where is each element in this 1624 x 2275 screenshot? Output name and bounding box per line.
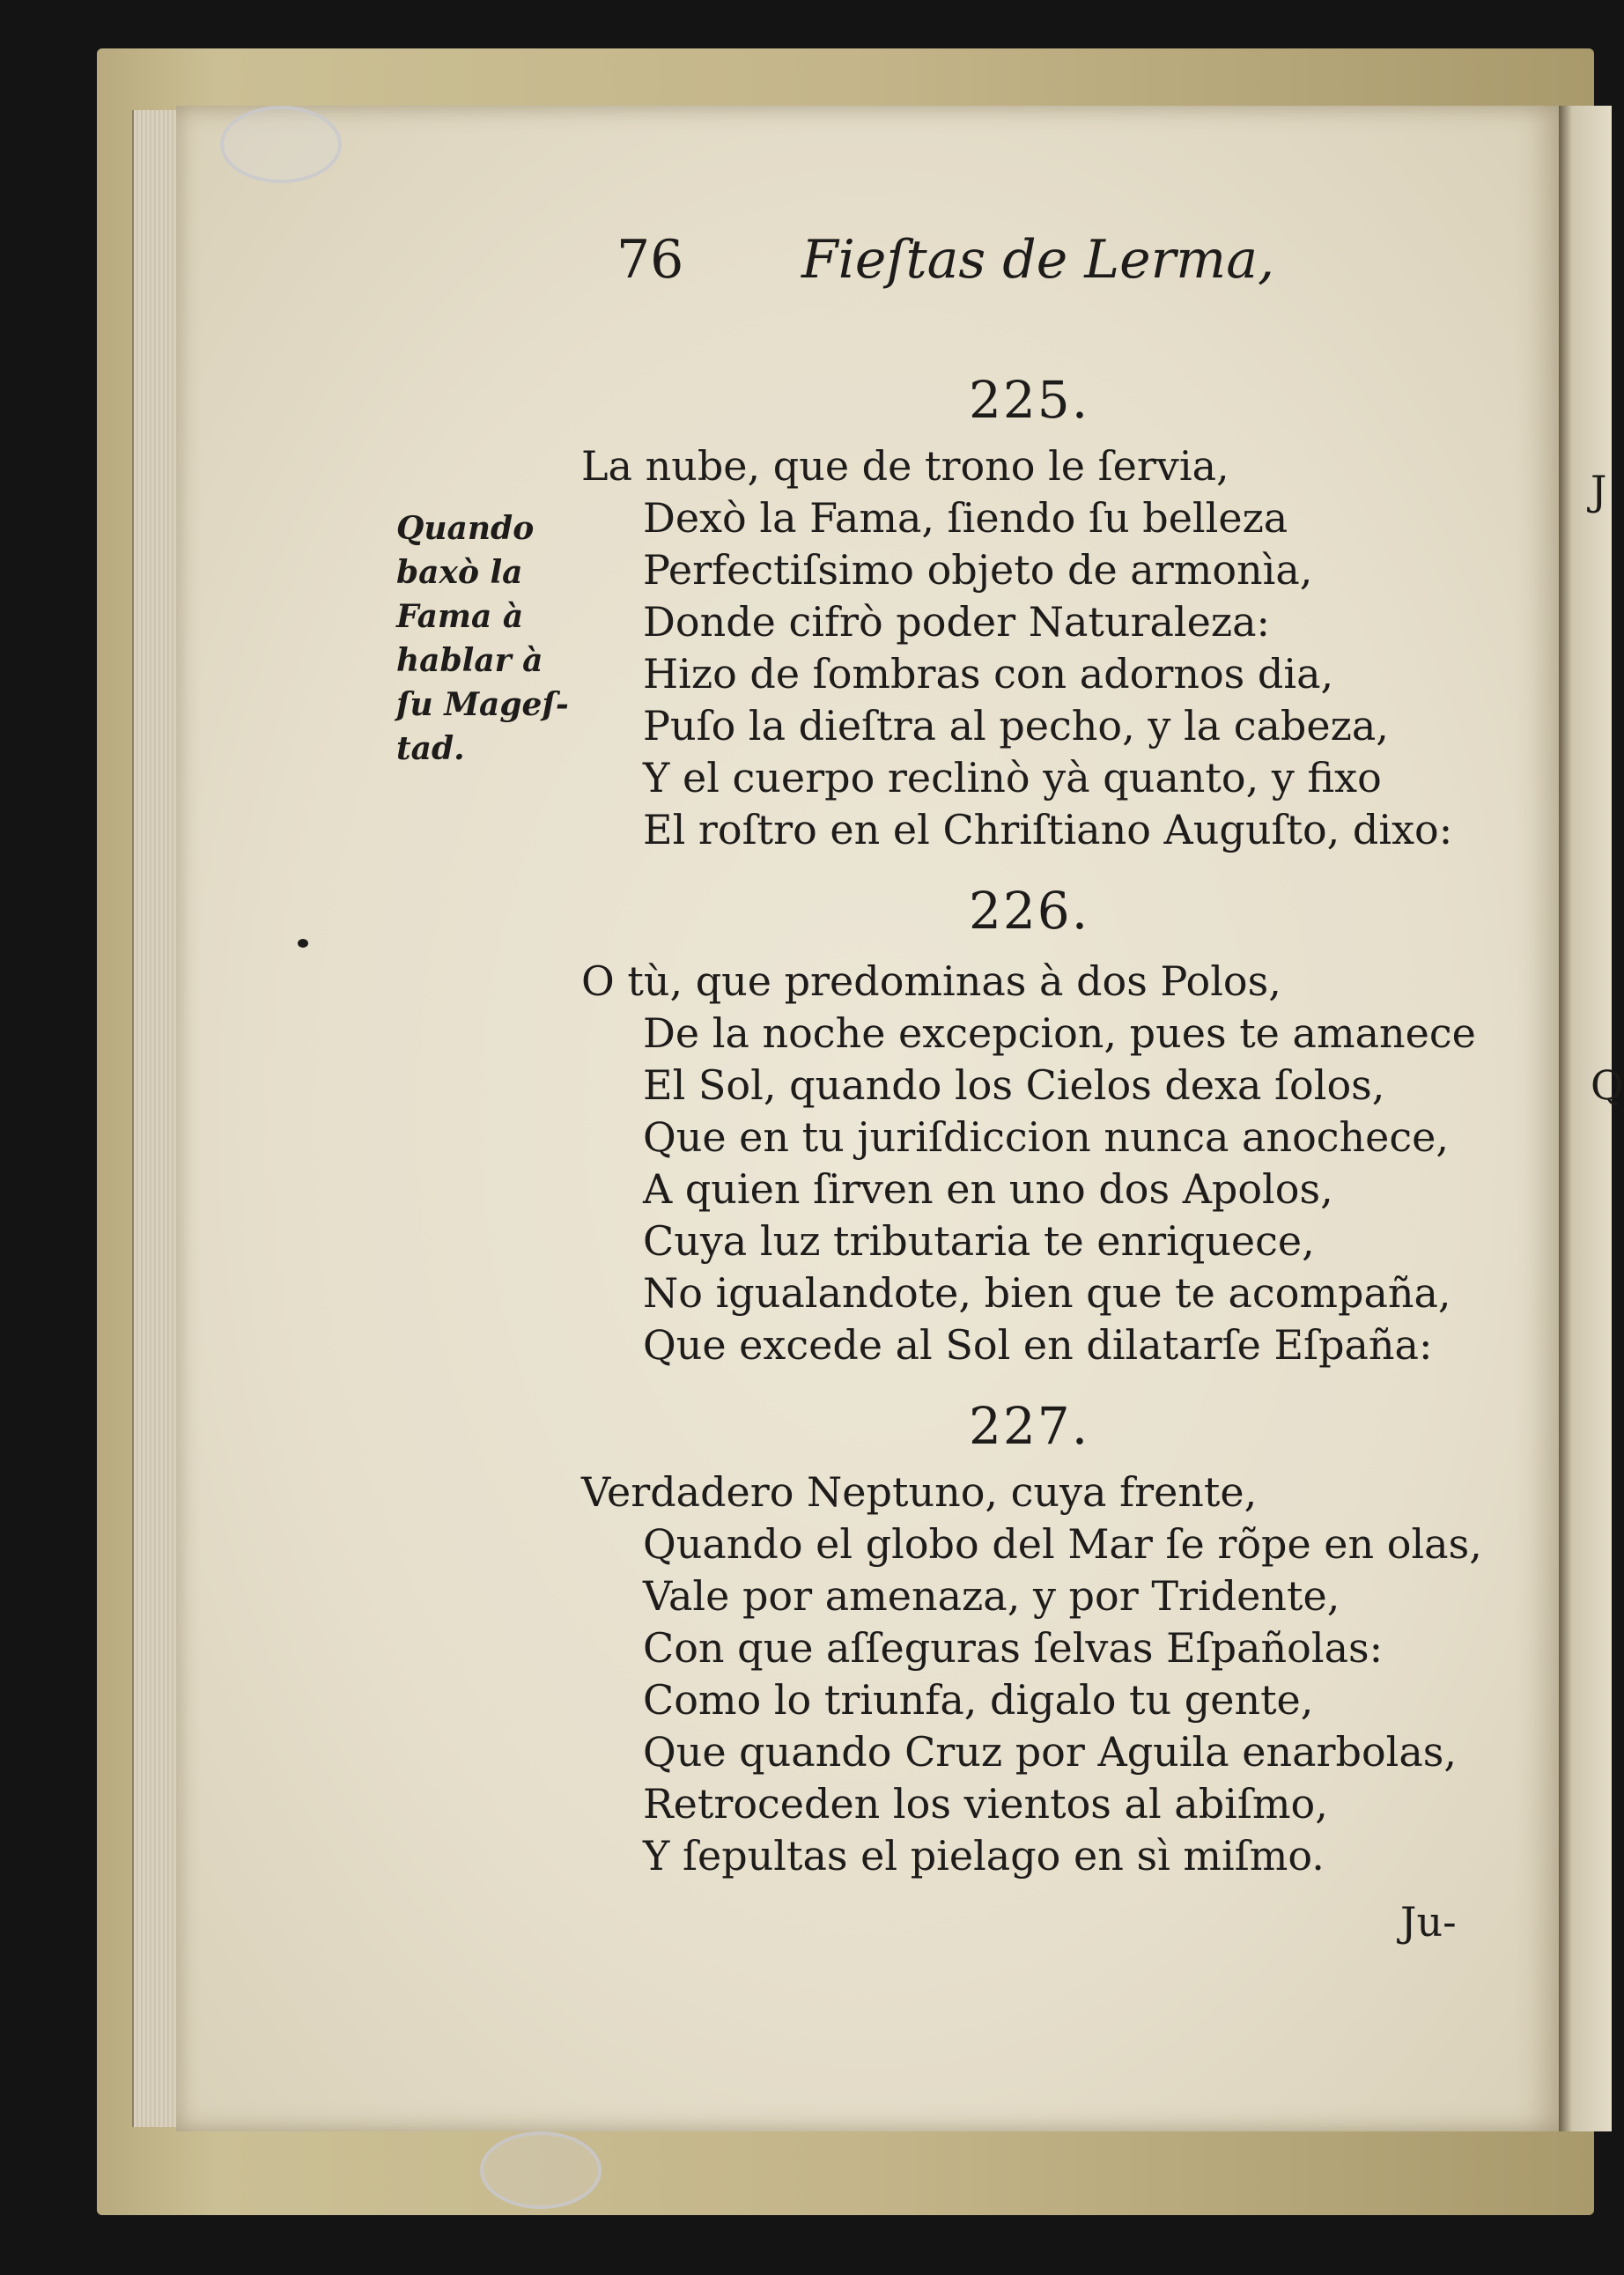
margin-note-line: ſu Mageſ- <box>396 686 569 723</box>
verse-line: Que excede al Sol en dilatarſe Eſpaña: <box>643 1321 1433 1369</box>
page-clip-bottom <box>480 2131 602 2209</box>
stanza-number: 225. <box>969 370 1090 430</box>
verse-line: Donde cifrò poder Naturaleza: <box>643 598 1271 646</box>
verse-line: No igualandote, bien que te acompaña, <box>643 1269 1451 1317</box>
page-header <box>616 220 1286 299</box>
stanza <box>581 1466 1524 1882</box>
verse-line: El Sol, quando los Cielos dexa ſolos, <box>643 1061 1385 1109</box>
verse-line: Verdadero Neptuno, cuya frente, <box>581 1468 1258 1516</box>
verse-line: A quien ſirven en uno dos Apolos, <box>643 1165 1333 1213</box>
margin-note-line: Quando <box>396 510 535 547</box>
facing-page <box>1559 106 1624 2131</box>
verse-line: Que quando Cruz por Aguila enarbolas, <box>643 1728 1458 1776</box>
verse-line: Hizo de ſombras con adornos dia, <box>643 650 1334 698</box>
verse-line: Que en tu juriſdiccion nunca anochece, <box>643 1113 1449 1161</box>
verse-line: Retroceden los vientos al abiſmo, <box>643 1780 1328 1828</box>
stanza <box>581 440 1524 856</box>
verse-line: Dexò la Fama, ſiendo ſu belleza <box>643 494 1288 542</box>
verse-line: El roſtro en el Chriſtiano Auguſto, dixo: <box>643 806 1453 853</box>
margin-note <box>396 506 577 771</box>
ink-speck <box>298 939 308 948</box>
stanza-number: 226. <box>969 881 1090 941</box>
verse-line: Quando el globo del Mar ſe rõpe en olas, <box>643 1520 1482 1568</box>
verse-line: O tù, que predominas à dos Polos, <box>581 957 1281 1005</box>
stanza-number: 227. <box>969 1396 1090 1456</box>
verse-line: La nube, que de trono le ſervia, <box>581 442 1229 490</box>
margin-note-line: hablar à <box>396 642 543 679</box>
catchword: Ju- <box>1400 1898 1457 1946</box>
margin-note-line: Fama à <box>396 598 524 635</box>
margin-note-line: tad. <box>396 730 465 767</box>
running-title: Fieſtas de Lerma, <box>801 229 1275 291</box>
stanza <box>581 956 1524 1371</box>
page-clip-top <box>220 106 342 183</box>
verse-line: Puſo la dieſtra al pecho, y la cabeza, <box>643 702 1389 750</box>
facing-page-fragment: Q <box>1591 1061 1624 1109</box>
verse-line: Con que aſſeguras ſelvas Eſpañolas: <box>643 1624 1384 1672</box>
facing-page-fragment: J <box>1591 467 1607 514</box>
verse-line: Vale por amenaza, y por Tridente, <box>643 1572 1340 1620</box>
verse-line: Como lo triunfa, digalo tu gente, <box>643 1676 1314 1724</box>
verse-line: Y el cuerpo reclinò yà quanto, y fixo <box>643 754 1382 801</box>
verse-line: Y ſepultas el pielago en sì miſmo. <box>643 1832 1325 1880</box>
verse-line: Perfectiſsimo objeto de armonìa, <box>643 546 1313 594</box>
margin-note-line: baxò la <box>396 554 523 591</box>
verse-line: De la noche excepcion, pues te amanece <box>643 1009 1476 1057</box>
page-number: 76 <box>616 229 684 291</box>
verse-line: Cuya luz tributaria te enriquece, <box>643 1217 1315 1265</box>
